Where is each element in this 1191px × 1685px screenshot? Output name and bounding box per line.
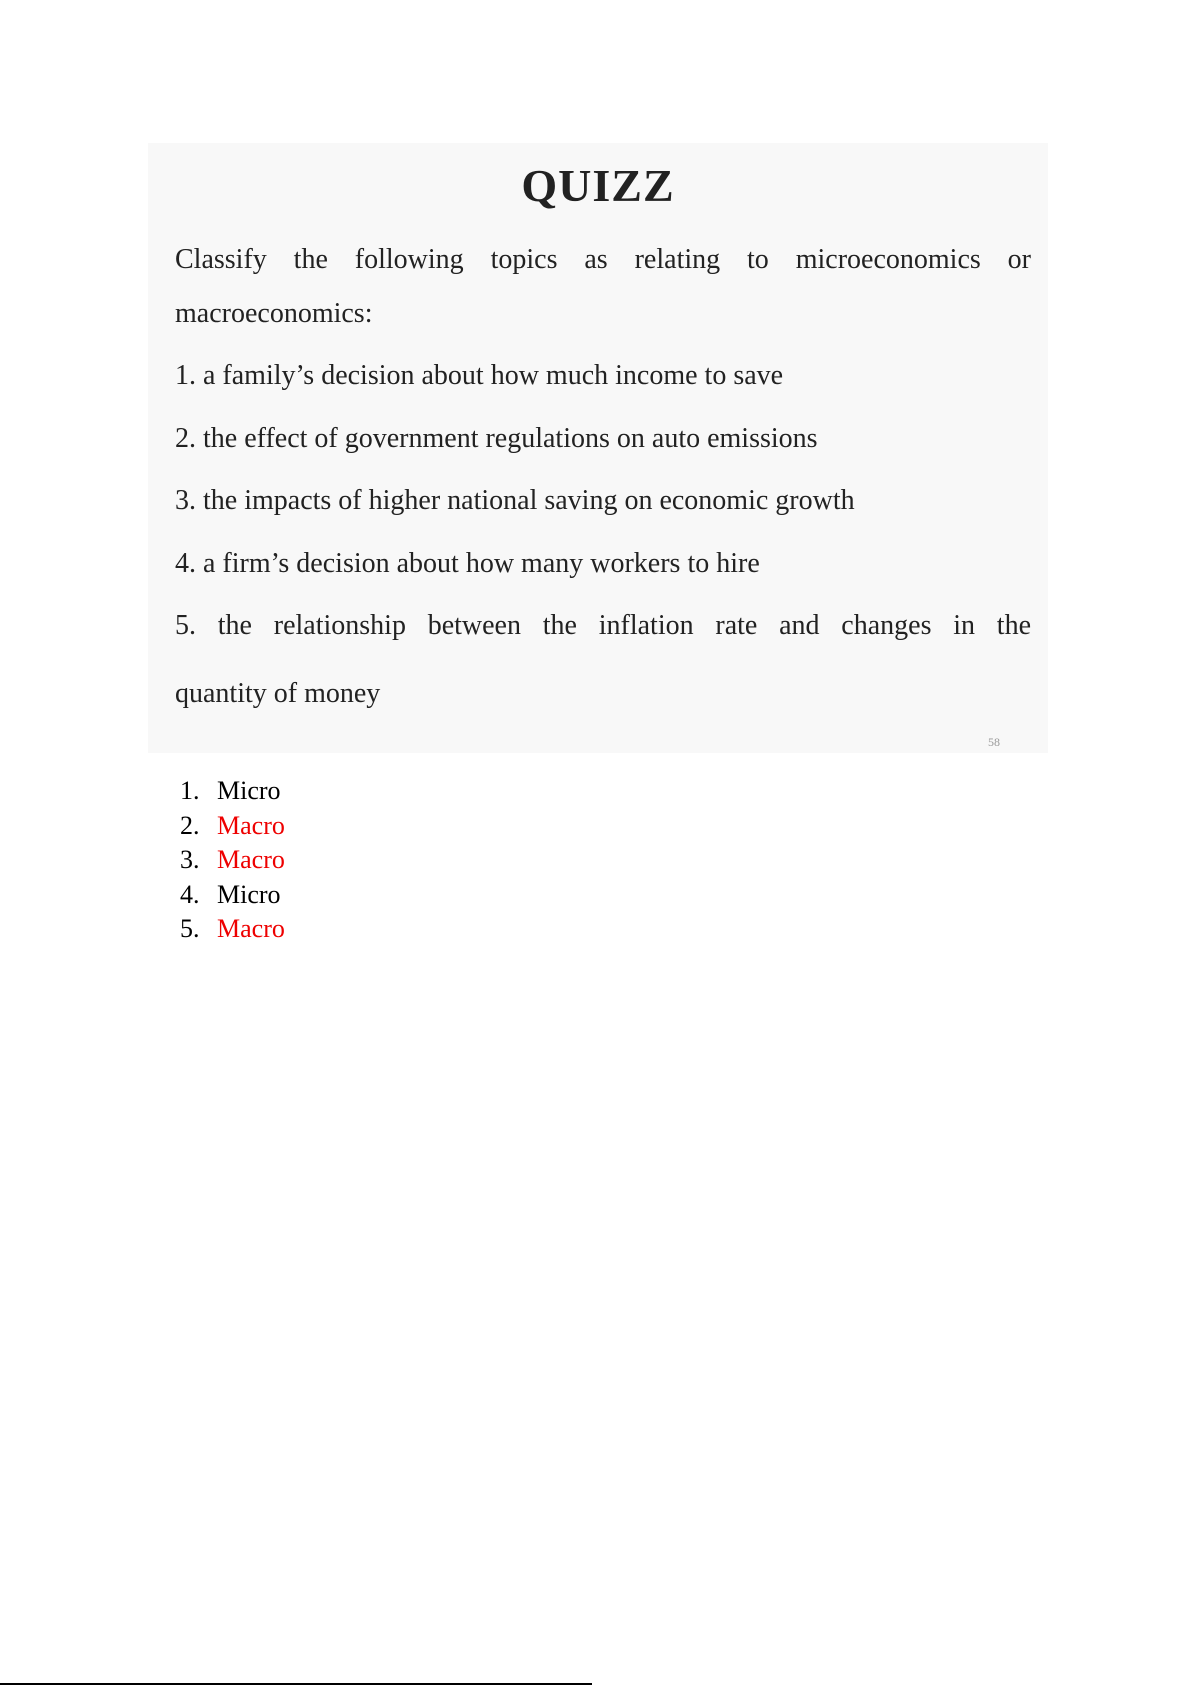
slide-title: QUIZZ xyxy=(521,160,675,211)
answer-value: Micro xyxy=(217,879,281,909)
answer-number: 5. xyxy=(180,914,200,943)
answer-list xyxy=(180,774,285,947)
slide-item-4: 4. a firm’s decision about how many workers to hire xyxy=(175,548,760,579)
answer-item xyxy=(180,878,285,913)
answer-number: 3. xyxy=(180,845,200,874)
slide-page-number: 58 xyxy=(988,735,1000,749)
slide-item-1: 1. a family’s decision about how much income to save xyxy=(175,360,784,391)
slide-item-5-continued: quantity of money xyxy=(175,678,381,709)
answer-item xyxy=(180,774,285,809)
answer-number: 4. xyxy=(180,879,200,909)
answer-number: 1. xyxy=(180,776,200,805)
answer-value: Micro xyxy=(217,776,281,805)
answer-item xyxy=(180,912,285,947)
answer-item xyxy=(180,809,285,844)
slide-item-5: 5. the relationship between the inflation rate and changes in the xyxy=(175,610,1031,641)
answer-value: Macro xyxy=(217,914,285,943)
slide-item-3: 3. the impacts of higher national saving on economic growth xyxy=(175,485,855,516)
slide-intro-line-2: macroeconomics: xyxy=(175,298,373,329)
answer-item xyxy=(180,843,285,878)
slide-item-2: 2. the effect of government regulations on auto emissions xyxy=(175,423,818,454)
answer-value: Macro xyxy=(217,810,285,840)
answer-value: Macro xyxy=(217,845,285,874)
quiz-slide-image xyxy=(148,143,1048,753)
slide-intro-line-1: Classify the following topics as relating to microeconomics or xyxy=(175,244,1031,275)
answer-number: 2. xyxy=(180,810,200,840)
